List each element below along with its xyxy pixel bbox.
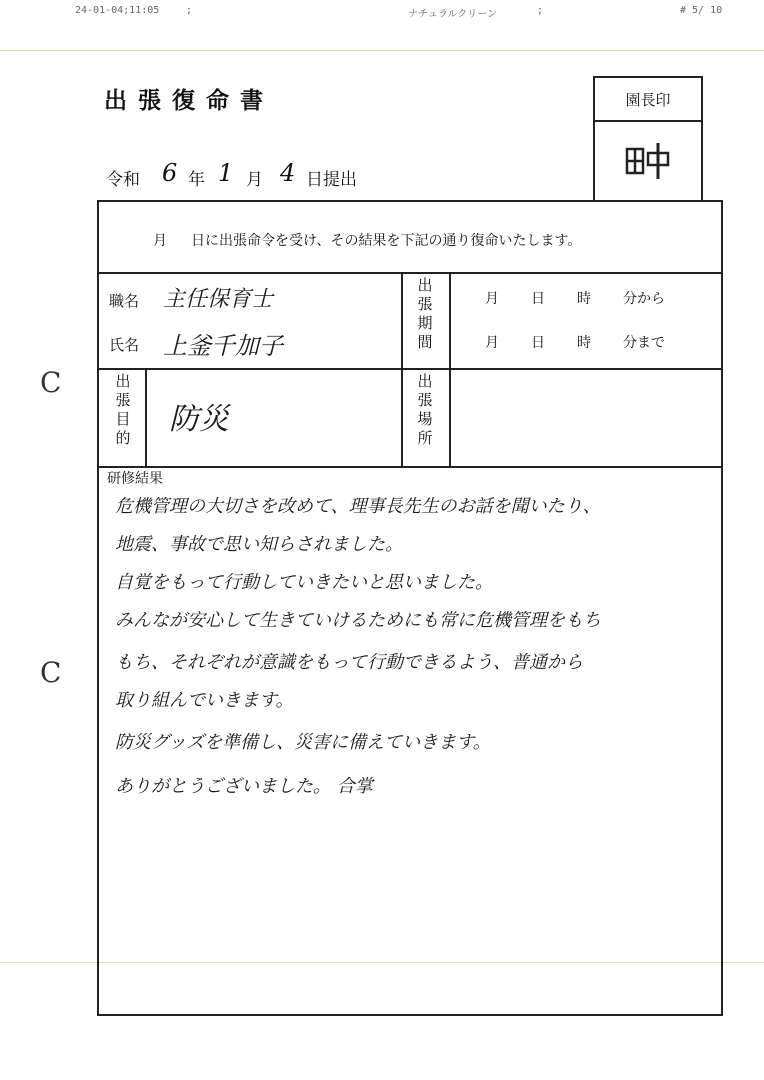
day-value: 4 <box>280 159 296 187</box>
fax-divider <box>0 50 764 51</box>
result-line: 防災グッズを準備し、災害に備えていきます。 <box>115 732 491 753</box>
job-title-value: 主任保育士 <box>163 287 274 312</box>
report-form <box>97 200 723 1016</box>
purpose-value: 防災 <box>169 402 229 437</box>
name-value: 上釜千加子 <box>163 332 283 360</box>
month-unit: 月 <box>246 170 263 190</box>
fax-header <box>0 2 764 20</box>
result-line: 取り組んでいきます。 <box>115 690 294 711</box>
job-title-label: 職名 <box>109 292 140 310</box>
divider <box>145 368 147 468</box>
place-label: 出 張 場 所 <box>417 372 433 447</box>
period-to-minute: 分まで <box>623 335 665 351</box>
notice-month: 月 <box>153 233 167 249</box>
result-line: 地震、事故で思い知らされました。 <box>115 534 403 555</box>
notice-row <box>99 202 721 274</box>
divider <box>401 272 403 468</box>
fax-separator: ; <box>186 5 193 16</box>
result-line: 自覚をもって行動していきたいと思いました。 <box>115 572 493 593</box>
period-to-hour: 時 <box>577 335 591 351</box>
notice-text: 日に出張命令を受け、その結果を下記の通り復命いたします。 <box>191 233 582 249</box>
period-label: 出 張 期 間 <box>417 276 433 351</box>
year-unit: 年 <box>188 170 205 190</box>
result-line: 危機管理の大切さを改めて、理事長先生のお話を聞いたり、 <box>115 496 601 517</box>
period-from-hour: 時 <box>577 291 591 307</box>
fax-page-number: # 5/ 10 <box>680 5 723 16</box>
seal-stamp-icon <box>623 141 673 181</box>
period-from-minute: 分から <box>623 291 665 307</box>
seal-label: 園長印 <box>595 78 701 122</box>
purpose-label: 出 張 目 的 <box>115 372 131 447</box>
result-line: みんなが安心して生きていけるためにも常に危機管理をもち <box>115 610 601 631</box>
era: 令和 <box>106 170 140 190</box>
margin-mark: C <box>40 366 62 399</box>
period-from-month: 月 <box>485 291 499 307</box>
divider <box>99 368 721 370</box>
period-to-day: 日 <box>531 335 545 351</box>
period-to-month: 月 <box>485 335 499 351</box>
month-value: 1 <box>218 159 234 187</box>
fax-sender: ナチュラルクリーン <box>408 9 497 20</box>
margin-mark: C <box>40 656 62 689</box>
result-line: ありがとうございました。 合掌 <box>115 776 373 797</box>
divider <box>449 272 451 468</box>
name-label: 氏名 <box>109 336 140 354</box>
results-label: 研修結果 <box>107 471 163 487</box>
day-suffix: 日提出 <box>306 170 357 190</box>
divider <box>99 466 721 468</box>
seal-box <box>593 76 703 202</box>
seal-stamp <box>595 122 701 200</box>
period-from-day: 日 <box>531 291 545 307</box>
document-title: 出張復命書 <box>104 88 274 114</box>
fax-separator: ; <box>537 5 544 16</box>
fax-datetime: 24-01-04;11:05 <box>75 5 160 16</box>
result-line: もち、それぞれが意識をもって行動できるよう、普通から <box>115 652 583 673</box>
year-value: 6 <box>162 159 178 187</box>
